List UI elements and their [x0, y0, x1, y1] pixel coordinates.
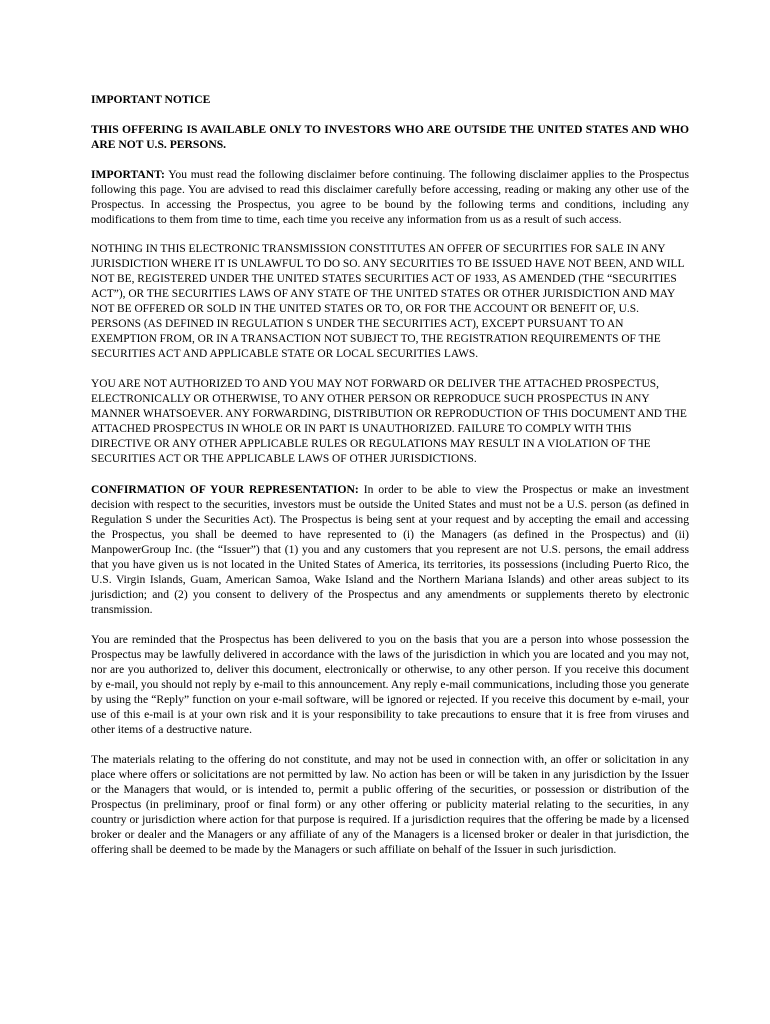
- confirmation-lead: CONFIRMATION OF YOUR REPRESENTATION:: [91, 483, 359, 496]
- important-paragraph: [91, 167, 689, 227]
- securities-paragraph: NOTHING IN THIS ELECTRONIC TRANSMISSION CONSTITUTES AN OFFER OF SECURITIES FOR SALE IN ANY JURISDICTION WHERE IT IS UNLAWFUL TO DO SO. ANY SECURITIES TO BE ISSUED HAVE NOT BEEN, AND WILL NOT BE, REGISTERED UNDER THE UNITED STATES SECURITIES ACT OF 1933, AS AMENDED (THE “SECURITIES ACT”), OR THE SECURITIES LAWS OF ANY STATE OF THE UNITED STATES OR OTHER JURISDICTION AND MAY NOT BE OFFERED OR SOLD IN THE UNITED STATES OR TO, OR FOR THE ACCOUNT OR BENEFIT OF, U.S. PERSONS (AS DEFINED IN REGULATION S UNDER THE SECURITIES ACT), EXCEPT PURSUANT TO AN EXEMPTION FROM, OR IN A TRANSACTION NOT SUBJECT TO, THE REGISTRATION REQUIREMENTS OF THE SECURITIES ACT AND APPLICABLE STATE OR LOCAL SECURITIES LAWS.: [91, 243, 684, 360]
- forwarding-paragraph: YOU ARE NOT AUTHORIZED TO AND YOU MAY NOT FORWARD OR DELIVER THE ATTACHED PROSPECTUS, ELECTRONICALLY OR OTHERWISE, TO ANY OTHER PERSON OR REPRODUCE SUCH PROSPECTUS IN ANY MANNER WHATSOEVER. ANY FORWARDING, DISTRIBUTION OR REPRODUCTION OF THIS DOCUMENT AND THE ATTACHED PROSPECTUS IN WHOLE OR IN PART IS UNAUTHORIZED. FAILURE TO COMPLY WITH THIS DIRECTIVE OR ANY OTHER APPLICABLE RULES OR REGULATIONS MAY RESULT IN A VIOLATION OF THE SECURITIES ACT OR THE APPLICABLE LAWS OF OTHER JURISDICTIONS.: [91, 378, 687, 465]
- notice-title: IMPORTANT NOTICE: [91, 93, 211, 106]
- materials-paragraph: The materials relating to the offering do not constitute, and may not be used in connection with, an offer or solicitation in any place where offers or solicitations are not permitted by law. No action has been or will be taken in any jurisdiction by the Issuer or the Managers that would, or is intended to, permit a public offering of the securities, or possession or distribution of the Prospectus (in preliminary, proof or final form) or any other offering or publicity material relating to the securities, in any country or jurisdiction where action for that purpose is required. If a jurisdiction requires that the offering be made by a licensed broker or dealer and the Managers or any affiliate of any of the Managers is a licensed broker or dealer in that jurisdiction, the offering shall be deemed to be made by the Managers or such affiliate on behalf of the Issuer in such jurisdiction.: [91, 753, 689, 856]
- important-lead: IMPORTANT:: [91, 168, 165, 181]
- offering-heading: THIS OFFERING IS AVAILABLE ONLY TO INVESTORS WHO ARE OUTSIDE THE UNITED STATES AND WHO ARE NOT U.S. PERSONS.: [91, 123, 689, 151]
- document-page: [91, 92, 689, 872]
- reminder-paragraph: You are reminded that the Prospectus has been delivered to you on the basis that you are a person into whose possession the Prospectus may be lawfully delivered in accordance with the laws of the jurisdiction in which you are located and you may not, nor are you authorized to, deliver this document, electronically or otherwise, to any other person. If you receive this document by e-mail, you should not reply by e-mail to this announcement. Any reply e-mail communications, including those you generate by using the “Reply” function on your e-mail software, will be ignored or rejected. If you receive this document by e-mail, your use of this e-mail is at your own risk and it is your responsibility to take precautions to ensure that it is free from viruses and other items of a destructive nature.: [91, 633, 689, 736]
- important-text: You must read the following disclaimer before continuing. The following disclaimer applies to the Prospectus following this page. You are advised to read this disclaimer carefully before accessing, reading or making any other use of the Prospectus. In accessing the Prospectus, you agree to be bound by the following terms and conditions, including any modifications to them from time to time, each time you receive any information from us as a result of such access.: [91, 168, 689, 226]
- confirmation-text: In order to be able to view the Prospectus or make an investment decision with respect to the securities, investors must be outside the United States and must not be a U.S. person (as defined in Regulation S under the Securities Act). The Prospectus is being sent at your request and by accepting the email and accessing the Prospectus, you shall be deemed to have represented to (i) the Managers (as defined in the Prospectus) and (ii) ManpowerGroup Inc. (the “Issuer”) that (1) you and any customers that you represent are not U.S. persons, the email address that you have given us is not located in the United States of America, its territories, its possessions (including Puerto Rico, the U.S. Virgin Islands, Guam, American Samoa, Wake Island and the Northern Mariana Islands) and other areas subject to its jurisdiction; and (2) you consent to delivery of the Prospectus and any amendments or supplements thereto by electronic transmission.: [91, 483, 689, 616]
- confirmation-paragraph: [91, 482, 689, 617]
